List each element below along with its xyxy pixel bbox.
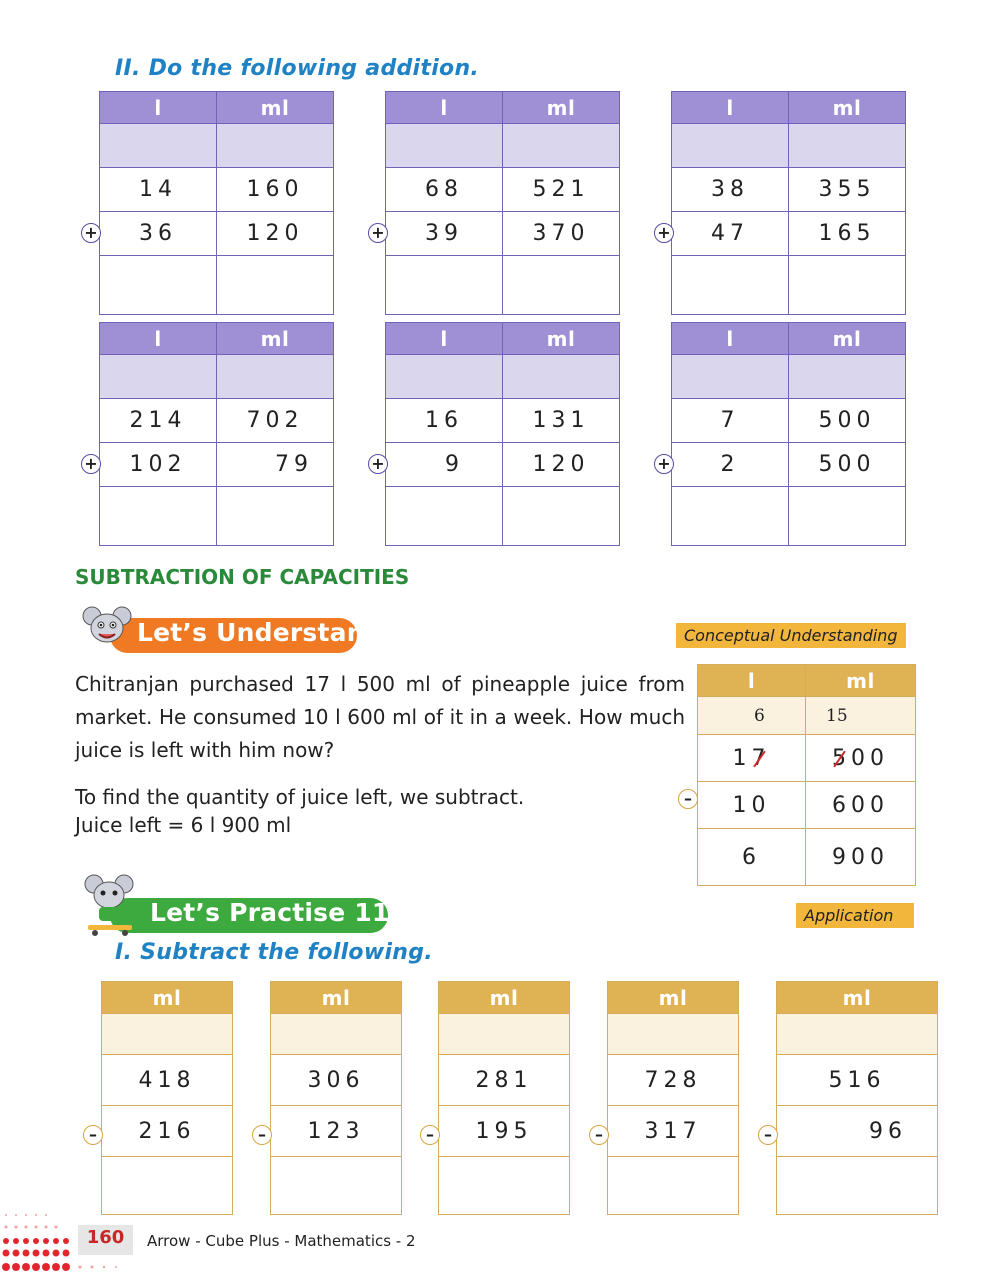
minus-sign-icon: – <box>83 1125 103 1145</box>
carry-cell[interactable] <box>386 355 503 399</box>
carry-cell[interactable] <box>217 124 334 168</box>
addition-instruction: II. Do the following addition. <box>115 56 480 81</box>
difference-ml: 900 <box>806 829 916 886</box>
borrow-cell[interactable] <box>608 1014 739 1055</box>
answer-cell-l[interactable] <box>672 487 789 546</box>
subtraction-table-4 <box>607 981 739 1215</box>
minuend: 281 <box>439 1055 570 1106</box>
header-ml: ml <box>217 323 334 355</box>
minus-sign-icon: – <box>758 1125 778 1145</box>
answer-cell-l[interactable] <box>386 256 503 315</box>
answer-cell-l[interactable] <box>386 487 503 546</box>
borrow-cell[interactable] <box>102 1014 233 1055</box>
subtrahend: 123 <box>271 1106 402 1157</box>
addend-1-ml: 702 <box>217 399 334 443</box>
header-ml: ml <box>271 982 402 1014</box>
book-title: Arrow - Cube Plus - Mathematics - 2 <box>147 1232 416 1250</box>
plus-sign-icon: + <box>654 454 674 474</box>
carry-cell[interactable] <box>503 355 620 399</box>
minuend: 418 <box>102 1055 233 1106</box>
answer-cell-ml[interactable] <box>217 256 334 315</box>
struck-digit: 7 <box>751 745 771 771</box>
application-tag: Application <box>796 903 914 928</box>
header-ml: ml <box>608 982 739 1014</box>
minus-sign-icon: – <box>678 789 698 809</box>
addend-1-l: 38 <box>672 168 789 212</box>
answer-cell-l[interactable] <box>100 487 217 546</box>
subtrahend: 195 <box>439 1106 570 1157</box>
plus-sign-icon: + <box>81 454 101 474</box>
addend-2-ml: 79 <box>217 443 334 487</box>
subtrahend-l: 10 <box>698 782 806 829</box>
answer-cell[interactable] <box>777 1157 938 1215</box>
addend-2-l: 36 <box>100 212 217 256</box>
carry-cell[interactable] <box>789 355 906 399</box>
addend-1-ml: 160 <box>217 168 334 212</box>
header-l: l <box>100 92 217 124</box>
addend-1-l: 16 <box>386 399 503 443</box>
subtrahend: 317 <box>608 1106 739 1157</box>
plus-sign-icon: + <box>368 223 388 243</box>
minuend: 728 <box>608 1055 739 1106</box>
minuend: 306 <box>271 1055 402 1106</box>
addend-1-ml: 355 <box>789 168 906 212</box>
subtraction-table-5 <box>776 981 938 1215</box>
addend-2-l: 2 <box>672 443 789 487</box>
subtraction-table-1 <box>101 981 233 1215</box>
minus-sign-icon: – <box>252 1125 272 1145</box>
lets-understand-label: Let’s Understand <box>137 618 383 647</box>
carry-cell[interactable] <box>217 355 334 399</box>
addend-1-l: 14 <box>100 168 217 212</box>
addition-table-6 <box>671 322 906 546</box>
addend-2-l: 102 <box>100 443 217 487</box>
plus-sign-icon: + <box>81 223 101 243</box>
section-title: SUBTRACTION OF CAPACITIES <box>75 565 410 589</box>
header-ml: ml <box>503 92 620 124</box>
subtract-instruction: I. Subtract the following. <box>115 940 433 965</box>
addend-1-l: 68 <box>386 168 503 212</box>
digit: 1 <box>732 745 752 771</box>
addend-2-ml: 165 <box>789 212 906 256</box>
addend-1-ml: 500 <box>789 399 906 443</box>
minuend-ml <box>806 735 916 782</box>
addend-2-ml: 120 <box>503 443 620 487</box>
minus-sign-icon: – <box>420 1125 440 1145</box>
borrow-cell[interactable] <box>271 1014 402 1055</box>
addition-table-2 <box>385 91 620 315</box>
subtraction-table-3 <box>438 981 570 1215</box>
explanation-line-1: To find the quantity of juice left, we subtract. <box>75 785 525 809</box>
addition-table-3 <box>671 91 906 315</box>
answer-cell-ml[interactable] <box>503 487 620 546</box>
borrow-cell[interactable] <box>777 1014 938 1055</box>
word-problem-text: Chitranjan purchased 17 l 500 ml of pineapple juice from market. He consumed 10 l 600 ml of it in a week. How much juice is left with him now? <box>75 672 685 762</box>
subtrahend: 216 <box>102 1106 233 1157</box>
conceptual-understanding-tag: Conceptual Understanding <box>676 623 906 648</box>
addend-2-ml: 120 <box>217 212 334 256</box>
answer-cell-ml[interactable] <box>789 256 906 315</box>
addend-1-ml: 521 <box>503 168 620 212</box>
explanation-line-2: Juice left = 6 l 900 ml <box>75 813 292 837</box>
minus-sign-icon: – <box>589 1125 609 1145</box>
minuend-l <box>698 735 806 782</box>
borrow-l: 6 <box>698 697 806 735</box>
page-number: 160 <box>86 1227 125 1248</box>
borrow-ml: 15 <box>806 697 916 735</box>
header-ml: ml <box>777 982 938 1014</box>
example-subtraction-table <box>697 664 916 886</box>
subtrahend-ml: 600 <box>806 782 916 829</box>
header-ml: ml <box>806 665 916 697</box>
header-ml: ml <box>102 982 233 1014</box>
mouse-skateboard-icon <box>80 873 140 937</box>
header-ml: ml <box>789 92 906 124</box>
addend-2-ml: 500 <box>789 443 906 487</box>
answer-cell-l[interactable] <box>672 256 789 315</box>
borrow-cell[interactable] <box>439 1014 570 1055</box>
header-l: l <box>672 92 789 124</box>
header-l: l <box>386 92 503 124</box>
lets-practise-label: Let’s Practise 11.3 <box>150 898 417 927</box>
carry-cell[interactable] <box>100 355 217 399</box>
header-ml: ml <box>503 323 620 355</box>
answer-cell[interactable] <box>271 1157 402 1215</box>
addend-1-l: 7 <box>672 399 789 443</box>
header-l: l <box>698 665 806 697</box>
carry-cell[interactable] <box>672 355 789 399</box>
answer-cell-ml[interactable] <box>503 256 620 315</box>
header-ml: ml <box>789 323 906 355</box>
explanation-text <box>75 783 524 839</box>
answer-cell-ml[interactable] <box>217 487 334 546</box>
header-l: l <box>386 323 503 355</box>
addend-2-ml: 370 <box>503 212 620 256</box>
answer-cell-ml[interactable] <box>789 487 906 546</box>
digits: 00 <box>851 745 889 771</box>
addend-1-l: 214 <box>100 399 217 443</box>
carry-cell[interactable] <box>503 124 620 168</box>
addition-table-5 <box>385 322 620 546</box>
plus-sign-icon: + <box>654 223 674 243</box>
header-l: l <box>672 323 789 355</box>
carry-cell[interactable] <box>100 124 217 168</box>
header-ml: ml <box>439 982 570 1014</box>
struck-digit: 5 <box>832 745 851 771</box>
plus-sign-icon: + <box>368 454 388 474</box>
difference-l: 6 <box>698 829 806 886</box>
addend-2-l: 47 <box>672 212 789 256</box>
answer-cell[interactable] <box>608 1157 739 1215</box>
addend-1-ml: 131 <box>503 399 620 443</box>
subtraction-table-2 <box>270 981 402 1215</box>
carry-cell[interactable] <box>789 124 906 168</box>
addition-table-4 <box>99 322 334 546</box>
carry-cell[interactable] <box>672 124 789 168</box>
answer-cell[interactable] <box>439 1157 570 1215</box>
answer-cell-l[interactable] <box>100 256 217 315</box>
carry-cell[interactable] <box>386 124 503 168</box>
addend-2-l: 39 <box>386 212 503 256</box>
subtrahend: 96 <box>777 1106 938 1157</box>
mouse-mascot-icon <box>80 606 134 646</box>
header-ml: ml <box>217 92 334 124</box>
addend-2-l: 9 <box>386 443 503 487</box>
header-l: l <box>100 323 217 355</box>
addition-table-1 <box>99 91 334 315</box>
minuend: 516 <box>777 1055 938 1106</box>
